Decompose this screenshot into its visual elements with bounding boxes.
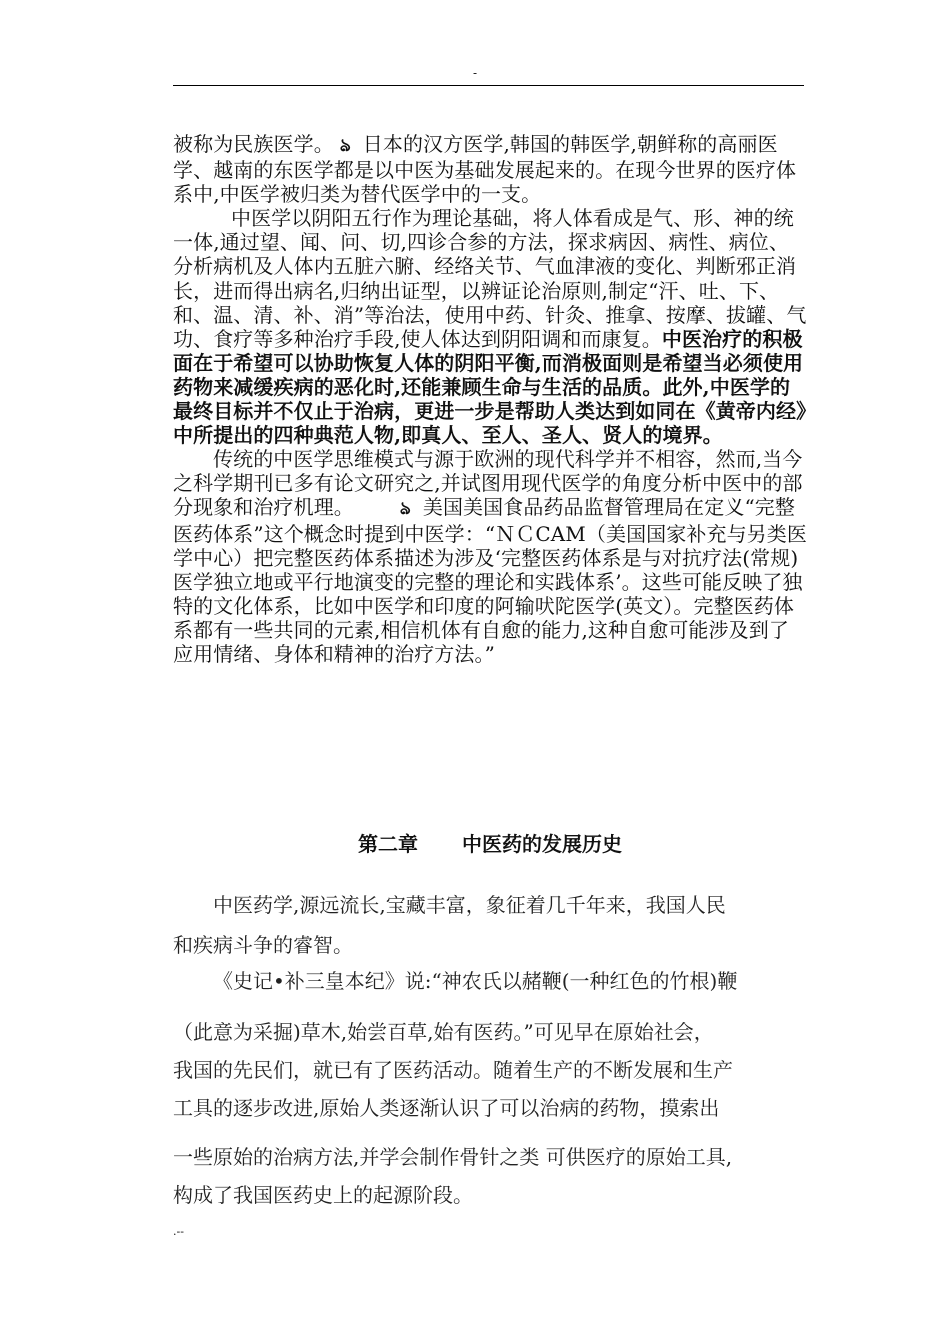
chapter2-line <box>173 1016 807 1045</box>
chapter-number: 第二章 <box>358 832 418 856</box>
chapter-title: 中医药的发展历史 <box>462 832 622 856</box>
body-text <box>173 132 807 666</box>
footer-mark: .-- <box>173 1225 184 1238</box>
chapter2-line <box>173 1179 807 1208</box>
para3-text-b: 美国美国食品药品监督管理局在定义“完整医药体系”这个概念时提到中医学：“ＮＣCAM（美国国家补充与另类医学中心）把完整医药体系描述为涉及‘完整医药体系是与对抗疗法(常规)医学独立地或平行地演变的完整的理论和实践体系’。这些可能反映了独特的文化体系，比如中医学和印度的阿输吠陀医学(英文）。完整医药体系都有一些共同的元素,相信机体有自愈的能力,这种自愈可能涉及到了应用情绪、身体和精神的治疗方法。” <box>173 495 807 666</box>
chapter2-line <box>173 1054 807 1083</box>
paragraph-1 <box>173 132 807 206</box>
paragraph-2 <box>173 206 807 447</box>
header-rule <box>173 85 804 86</box>
chapter2-text: 中医药学,源远流长,宝藏丰富，象征着几千年来，我国人民 <box>213 893 726 917</box>
bullet-glyph: ঌ <box>399 498 411 520</box>
para1-text-b: 日本的汉方医学,韩国的韩医学,朝鲜称的高丽医学、越南的东医学都是以中医为基础发展起来的。在现今世界的医疗体系中,中医学被归类为替代医学中的一支。 <box>173 132 797 207</box>
paragraph-3 <box>173 447 807 666</box>
chapter2-text: 《史记•补三皇本纪》说:“神农氏以赭鞭(一种红色的竹根)鞭 <box>213 969 738 993</box>
chapter2-line <box>173 1092 807 1121</box>
chapter2-text: （此意为采掘)草木,始尝百草,始有医药。”可见早在原始社会， <box>173 1020 714 1044</box>
chapter2-line <box>173 965 807 994</box>
chapter2-text: 一些原始的治病方法,并学会制作骨针之类 可供医疗的原始工具, <box>173 1145 733 1169</box>
chapter2-line <box>173 929 807 958</box>
para2-text: 中医学以阴阳五行作为理论基础，将人体看成是气、形、神的统一体,通过望、闻、问、切,四诊合参的方法，探求病因、病性、病位、分析病机及人体内五脏六腑、经络关节、气血津液的变化、判断邪正消长，进而得出病名,归纳出证型，以辨证论治原则,制定“汗、吐、下、和、温、清、补、消”等治法，使用中药、针灸、推拿、按摩、拔罐、气功、食疗等多种治疗手段,使人体达到阴阳调和而康复。 <box>173 206 807 351</box>
chapter2-text: 和疾病斗争的睿智。 <box>173 933 353 957</box>
chapter2-text: 构成了我国医药史上的起源阶段。 <box>173 1183 473 1207</box>
para2-bold-text: 中医治疗的积极面在于希望可以协助恢复人体的阴阳平衡,而消极面则是希望当必须使用药物来减缓疾病的恶化时,还能兼顾生命与生活的品质。此外,中医学的最终目标并不仅止于治病，更进一步是帮助人类达到如同在《黄帝内经》中所提出的四种典范人物,即真人、至人、圣人、贤人的境界。 <box>173 326 807 448</box>
para3-text-a: 传统的中医学思维模式与源于欧洲的现代科学并不相容，然而,当今之科学期刊已多有论文研究之,并试图用现代医学的角度分析中医中的部分现象和治疗机理。 <box>173 447 803 520</box>
chapter-heading <box>173 828 807 857</box>
chapter2-line <box>173 1141 807 1170</box>
header-mark: - <box>472 66 478 80</box>
para1-text-a: 被称为民族医学。 <box>173 132 334 156</box>
chapter2-line <box>173 889 807 918</box>
bullet-glyph: ঌ <box>339 135 351 156</box>
chapter2-text: 工具的逐步改进,原始人类逐渐认识了可以治病的药物，摸索出 <box>173 1096 720 1120</box>
chapter2-text: 我国的先民们，就已有了医药活动。随着生产的不断发展和生产 <box>173 1058 733 1082</box>
